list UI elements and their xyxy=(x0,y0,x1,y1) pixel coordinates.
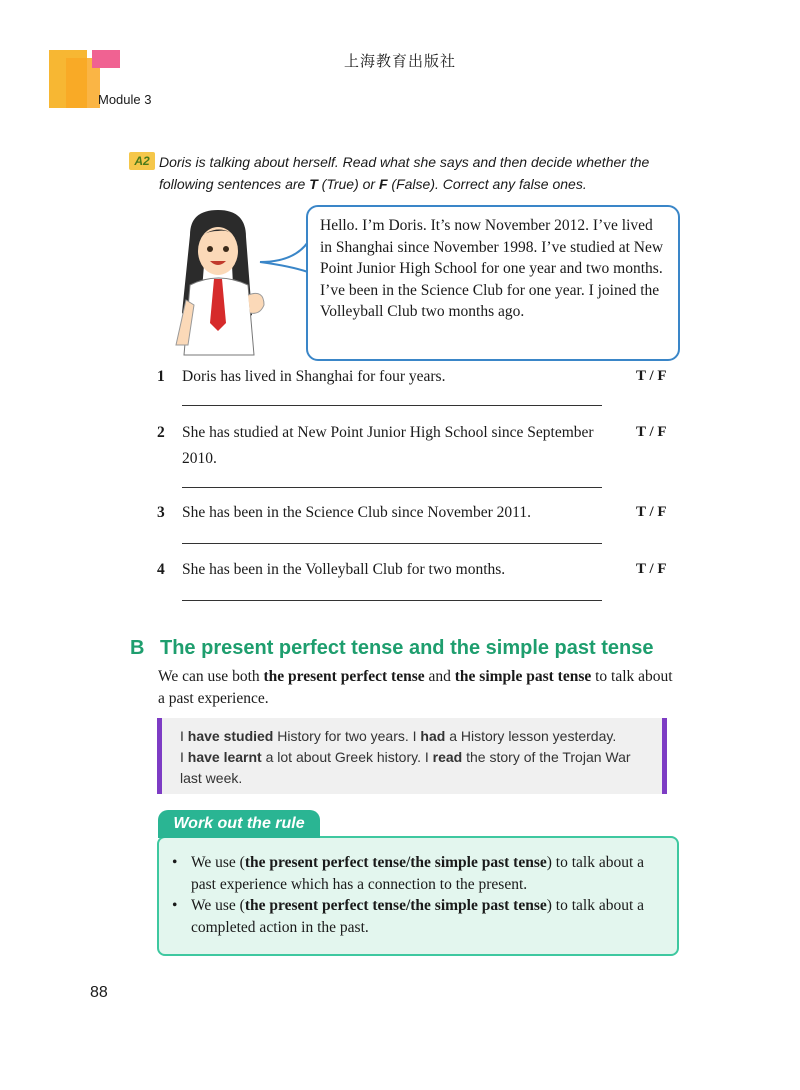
answer-line[interactable] xyxy=(182,405,602,406)
rule-tab: Work out the rule xyxy=(158,810,320,838)
example-part: a lot about Greek history. I xyxy=(261,749,433,765)
question-text: She has been in the Science Club since November 2011. xyxy=(182,504,531,521)
instruction-line-1: Doris is talking about herself. Read what she says and then decide whether the xyxy=(159,154,650,170)
page-number: 88 xyxy=(90,984,108,1001)
answer-line[interactable] xyxy=(182,543,602,544)
module-label: Module 3 xyxy=(98,92,152,107)
example-part: a History lesson yesterday. xyxy=(445,728,617,744)
example-part: I xyxy=(180,749,188,765)
intro-part: and xyxy=(424,668,455,685)
example-text xyxy=(180,726,650,789)
rule-choice[interactable]: the present perfect tense/the simple past tense xyxy=(244,854,547,871)
question-text: She has studied at New Point Junior High School since September 2010. xyxy=(182,424,594,467)
example-part: I xyxy=(180,728,188,744)
question-text: Doris has lived in Shanghai for four years. xyxy=(182,368,446,385)
example-verb: have studied xyxy=(187,728,274,744)
instruction-part: (False). Correct any false ones. xyxy=(387,176,587,192)
true-false-choice[interactable]: T / F xyxy=(636,561,667,577)
intro-bold: the simple past tense xyxy=(454,668,592,685)
doris-illustration xyxy=(160,205,275,360)
instruction-true-letter: T xyxy=(309,176,318,192)
true-false-choice[interactable]: T / F xyxy=(636,504,667,520)
intro-part: We can use both xyxy=(158,668,264,685)
section-intro xyxy=(158,666,678,710)
bullet-icon: • xyxy=(172,897,178,914)
section-title: The present perfect tense and the simple past tense xyxy=(160,637,654,659)
exercise-tag: A2 xyxy=(129,152,155,170)
example-verb: have learnt xyxy=(187,749,262,765)
section-letter: B xyxy=(130,637,145,659)
rule-part: We use ( xyxy=(191,897,245,914)
example-part: History for two years. I xyxy=(273,728,421,744)
question-number: 1 xyxy=(157,368,165,385)
question-number: 3 xyxy=(157,504,165,521)
true-false-choice[interactable]: T / F xyxy=(636,424,667,440)
instruction-part: (True) or xyxy=(317,176,379,192)
question-number: 2 xyxy=(157,424,165,441)
rule-item xyxy=(172,895,652,938)
example-verb: had xyxy=(420,728,446,744)
example-part: the story of the Trojan War last week. xyxy=(180,749,631,786)
speech-bubble: Hello. I’m Doris. It’s now November 2012. I’ve lived in Shanghai since November 1998. I’ve studied at New Point Junior High School for one year and two months. I’ve been in the Science Club for one year. I joined the Volleyball Club two months ago. xyxy=(306,205,680,361)
rule-choice[interactable]: the present perfect tense/the simple past tense xyxy=(244,897,547,914)
rule-item xyxy=(172,852,652,895)
rule-part: We use ( xyxy=(191,854,245,871)
publisher-name: 上海教育出版社 xyxy=(343,52,456,70)
intro-bold: the present perfect tense xyxy=(263,668,425,685)
answer-line[interactable] xyxy=(182,487,602,488)
bullet-icon: • xyxy=(172,854,178,871)
question-number: 4 xyxy=(157,561,165,578)
exercise-instruction xyxy=(159,151,679,195)
instruction-false-letter: F xyxy=(378,176,388,192)
rule-part: ) to talk about a past experience which has a connection to the present. xyxy=(191,854,645,893)
example-verb: read xyxy=(432,749,463,765)
question-text: She has been in the Volleyball Club for two months. xyxy=(182,561,506,578)
true-false-choice[interactable]: T / F xyxy=(636,368,667,384)
instruction-part: following sentences are xyxy=(159,176,310,192)
answer-line[interactable] xyxy=(182,600,602,601)
intro-part: to talk about a past experience. xyxy=(158,668,673,707)
rule-part: ) to talk about a completed action in the past. xyxy=(191,897,645,936)
